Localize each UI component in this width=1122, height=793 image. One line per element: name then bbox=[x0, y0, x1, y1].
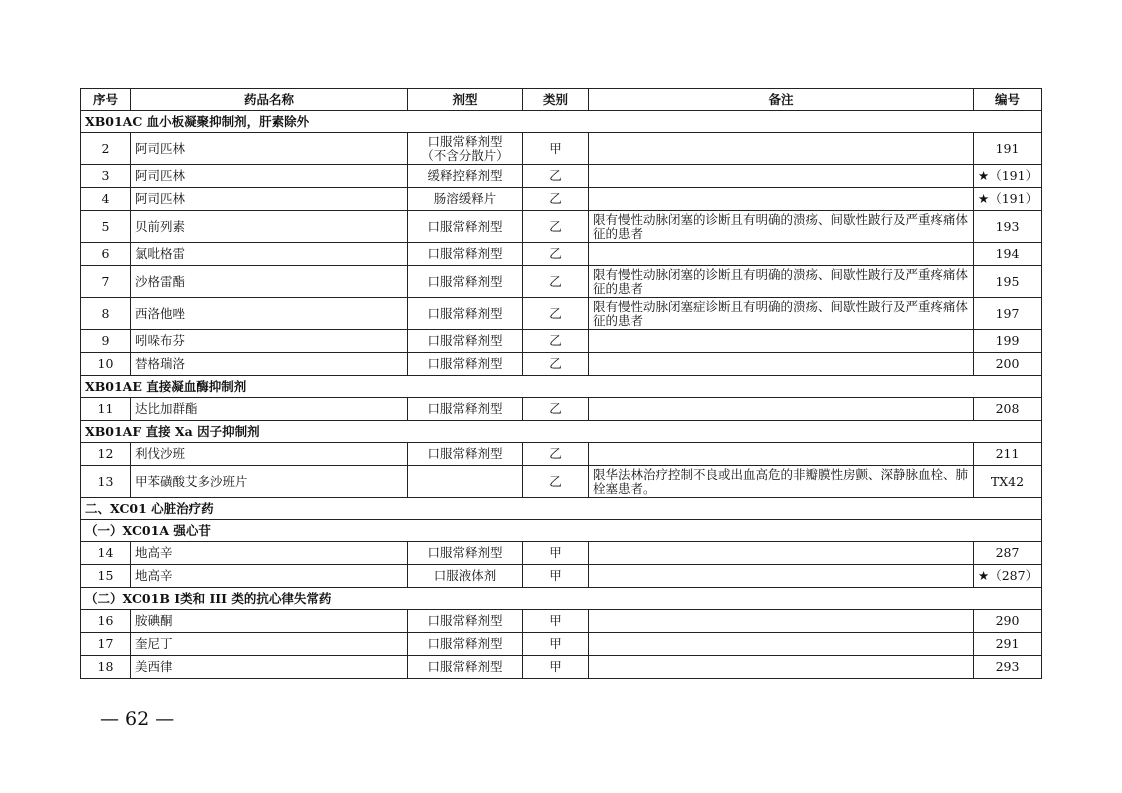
dosage-form-line: 口服常释剂型 bbox=[427, 133, 503, 149]
cell-drug-name: 氯吡格雷 bbox=[131, 243, 408, 266]
dosage-form-line: 口服常释剂型 bbox=[427, 636, 503, 651]
header-category: 类别 bbox=[523, 89, 589, 111]
cell-category: 甲 bbox=[523, 633, 589, 656]
dosage-form-line: 口服常释剂型 bbox=[427, 273, 503, 289]
table-row bbox=[81, 165, 1042, 188]
cell-remarks: 限有慢性动脉闭塞症诊断且有明确的溃疡、间歇性跛行及严重疼痛体征的患者 bbox=[589, 298, 974, 330]
section-row bbox=[81, 588, 1042, 610]
cell-dosage-form bbox=[408, 353, 523, 376]
dosage-form-line: 口服常释剂型 bbox=[427, 659, 503, 674]
cell-code: 194 bbox=[974, 243, 1042, 266]
cell-dosage-form bbox=[408, 330, 523, 353]
cell-dosage-form bbox=[408, 398, 523, 421]
cell-remarks bbox=[589, 398, 974, 421]
cell-no: 12 bbox=[81, 443, 131, 466]
table-row bbox=[81, 211, 1042, 243]
cell-drug-name: 美西律 bbox=[131, 656, 408, 679]
header-code: 编号 bbox=[974, 89, 1042, 111]
cell-dosage-form bbox=[408, 466, 523, 498]
header-drug-name: 药品名称 bbox=[131, 89, 408, 111]
cell-no: 13 bbox=[81, 466, 131, 498]
drug-list-table bbox=[80, 88, 1042, 679]
cell-code: 200 bbox=[974, 353, 1042, 376]
cell-remarks bbox=[589, 330, 974, 353]
page-number: — 62 — bbox=[100, 708, 175, 730]
cell-code: TX42 bbox=[974, 466, 1042, 498]
dosage-form-line: 口服常释剂型 bbox=[427, 246, 503, 261]
cell-dosage-form bbox=[408, 243, 523, 266]
table-row bbox=[81, 266, 1042, 298]
cell-no: 5 bbox=[81, 211, 131, 243]
dosage-form-line: 缓释控释剂型 bbox=[427, 168, 503, 183]
cell-drug-name: 替格瑞洛 bbox=[131, 353, 408, 376]
cell-code: 211 bbox=[974, 443, 1042, 466]
cell-no: 2 bbox=[81, 133, 131, 165]
cell-dosage-form bbox=[408, 565, 523, 588]
cell-drug-name: 吲哚布芬 bbox=[131, 330, 408, 353]
cell-code: 199 bbox=[974, 330, 1042, 353]
cell-category: 乙 bbox=[523, 243, 589, 266]
cell-code: 287 bbox=[974, 542, 1042, 565]
cell-remarks: 限有慢性动脉闭塞的诊断且有明确的溃疡、间歇性跛行及严重疼痛体征的患者 bbox=[589, 211, 974, 243]
cell-category: 乙 bbox=[523, 266, 589, 298]
cell-category: 乙 bbox=[523, 466, 589, 498]
cell-code: 191 bbox=[974, 133, 1042, 165]
cell-remarks bbox=[589, 165, 974, 188]
table-row bbox=[81, 330, 1042, 353]
section-title: XB01AC 血小板凝聚抑制剂，肝素除外 bbox=[81, 111, 1042, 133]
cell-code: 291 bbox=[974, 633, 1042, 656]
section-row bbox=[81, 111, 1042, 133]
cell-drug-name: 阿司匹林 bbox=[131, 188, 408, 211]
cell-dosage-form bbox=[408, 656, 523, 679]
cell-category: 乙 bbox=[523, 398, 589, 421]
section-title: （二）XC01B Ⅰ类和 III 类的抗心律失常药 bbox=[81, 588, 1042, 610]
cell-category: 甲 bbox=[523, 542, 589, 565]
cell-dosage-form bbox=[408, 266, 523, 298]
cell-code: ★（191） bbox=[974, 165, 1042, 188]
cell-no: 7 bbox=[81, 266, 131, 298]
section-row bbox=[81, 498, 1042, 520]
cell-remarks: 限华法林治疗控制不良或出血高危的非瓣膜性房颤、深静脉血栓、肺栓塞患者。 bbox=[589, 466, 974, 498]
cell-remarks bbox=[589, 353, 974, 376]
cell-no: 11 bbox=[81, 398, 131, 421]
cell-category: 乙 bbox=[523, 298, 589, 330]
dosage-form-line: 口服常释剂型 bbox=[427, 356, 503, 371]
cell-drug-name: 甲苯磺酸艾多沙班片 bbox=[131, 466, 408, 498]
dosage-form-line: 口服常释剂型 bbox=[427, 218, 503, 234]
cell-dosage-form bbox=[408, 165, 523, 188]
cell-dosage-form bbox=[408, 298, 523, 330]
cell-dosage-form bbox=[408, 542, 523, 565]
cell-remarks: 限有慢性动脉闭塞的诊断且有明确的溃疡、间歇性跛行及严重疼痛体征的患者 bbox=[589, 266, 974, 298]
table-row bbox=[81, 353, 1042, 376]
cell-drug-name: 沙格雷酯 bbox=[131, 266, 408, 298]
cell-drug-name: 阿司匹林 bbox=[131, 133, 408, 165]
table-row bbox=[81, 133, 1042, 165]
cell-code: 208 bbox=[974, 398, 1042, 421]
cell-category: 甲 bbox=[523, 656, 589, 679]
cell-category: 乙 bbox=[523, 211, 589, 243]
cell-dosage-form bbox=[408, 188, 523, 211]
cell-category: 甲 bbox=[523, 565, 589, 588]
cell-remarks bbox=[589, 243, 974, 266]
dosage-form-line: 口服液体剂 bbox=[433, 568, 497, 583]
section-title: XB01AE 直接凝血酶抑制剂 bbox=[81, 376, 1042, 398]
dosage-form-line: 口服常释剂型 bbox=[427, 613, 503, 628]
cell-remarks bbox=[589, 133, 974, 165]
cell-category: 乙 bbox=[523, 165, 589, 188]
dosage-form-line: 口服常释剂型 bbox=[427, 446, 503, 461]
cell-no: 18 bbox=[81, 656, 131, 679]
cell-drug-name: 阿司匹林 bbox=[131, 165, 408, 188]
section-title: （一）XC01A 强心苷 bbox=[81, 520, 1042, 542]
cell-no: 16 bbox=[81, 610, 131, 633]
cell-code: 197 bbox=[974, 298, 1042, 330]
dosage-form-line: 口服常释剂型 bbox=[427, 305, 503, 321]
cell-category: 甲 bbox=[523, 610, 589, 633]
cell-code: 293 bbox=[974, 656, 1042, 679]
dosage-form-line: 口服常释剂型 bbox=[427, 333, 503, 348]
cell-no: 15 bbox=[81, 565, 131, 588]
cell-remarks bbox=[589, 188, 974, 211]
cell-category: 乙 bbox=[523, 330, 589, 353]
cell-category: 乙 bbox=[523, 443, 589, 466]
table-row bbox=[81, 443, 1042, 466]
cell-category: 乙 bbox=[523, 353, 589, 376]
cell-category: 乙 bbox=[523, 188, 589, 211]
header-no: 序号 bbox=[81, 89, 131, 111]
section-title: XB01AF 直接 Xa 因子抑制剂 bbox=[81, 421, 1042, 443]
section-row bbox=[81, 520, 1042, 542]
cell-dosage-form bbox=[408, 133, 523, 165]
section-title: 二、XC01 心脏治疗药 bbox=[81, 498, 1042, 520]
cell-drug-name: 地高辛 bbox=[131, 542, 408, 565]
dosage-form-line: 口服常释剂型 bbox=[427, 545, 503, 560]
cell-no: 10 bbox=[81, 353, 131, 376]
cell-code: 193 bbox=[974, 211, 1042, 243]
cell-drug-name: 地高辛 bbox=[131, 565, 408, 588]
cell-drug-name: 利伐沙班 bbox=[131, 443, 408, 466]
table-body bbox=[81, 111, 1042, 679]
cell-dosage-form bbox=[408, 633, 523, 656]
cell-no: 4 bbox=[81, 188, 131, 211]
cell-remarks bbox=[589, 565, 974, 588]
cell-code: 195 bbox=[974, 266, 1042, 298]
cell-dosage-form bbox=[408, 610, 523, 633]
table-row bbox=[81, 610, 1042, 633]
cell-drug-name: 奎尼丁 bbox=[131, 633, 408, 656]
cell-code: ★（191） bbox=[974, 188, 1042, 211]
cell-dosage-form bbox=[408, 211, 523, 243]
cell-no: 8 bbox=[81, 298, 131, 330]
cell-no: 3 bbox=[81, 165, 131, 188]
dosage-form-line: 口服常释剂型 bbox=[427, 401, 503, 416]
section-row bbox=[81, 421, 1042, 443]
cell-code: ★（287） bbox=[974, 565, 1042, 588]
cell-code: 290 bbox=[974, 610, 1042, 633]
cell-remarks bbox=[589, 443, 974, 466]
table-row bbox=[81, 298, 1042, 330]
table-row bbox=[81, 633, 1042, 656]
cell-drug-name: 贝前列素 bbox=[131, 211, 408, 243]
table-row bbox=[81, 565, 1042, 588]
header-dosage-form: 剂型 bbox=[408, 89, 523, 111]
dosage-form-line: （不含分散片） bbox=[421, 147, 509, 163]
cell-remarks bbox=[589, 656, 974, 679]
cell-remarks bbox=[589, 610, 974, 633]
cell-drug-name: 达比加群酯 bbox=[131, 398, 408, 421]
cell-category: 甲 bbox=[523, 133, 589, 165]
table-row bbox=[81, 542, 1042, 565]
table-header-row bbox=[81, 89, 1042, 111]
section-row bbox=[81, 376, 1042, 398]
table-row bbox=[81, 398, 1042, 421]
table-row bbox=[81, 188, 1042, 211]
cell-no: 17 bbox=[81, 633, 131, 656]
cell-remarks bbox=[589, 633, 974, 656]
cell-drug-name: 西洛他唑 bbox=[131, 298, 408, 330]
cell-remarks bbox=[589, 542, 974, 565]
header-remarks: 备注 bbox=[589, 89, 974, 111]
dosage-form-line: 肠溶缓释片 bbox=[433, 191, 497, 206]
table-row bbox=[81, 466, 1042, 498]
cell-dosage-form bbox=[408, 443, 523, 466]
cell-no: 6 bbox=[81, 243, 131, 266]
cell-drug-name: 胺碘酮 bbox=[131, 610, 408, 633]
table-row bbox=[81, 243, 1042, 266]
cell-no: 9 bbox=[81, 330, 131, 353]
table-row bbox=[81, 656, 1042, 679]
cell-no: 14 bbox=[81, 542, 131, 565]
